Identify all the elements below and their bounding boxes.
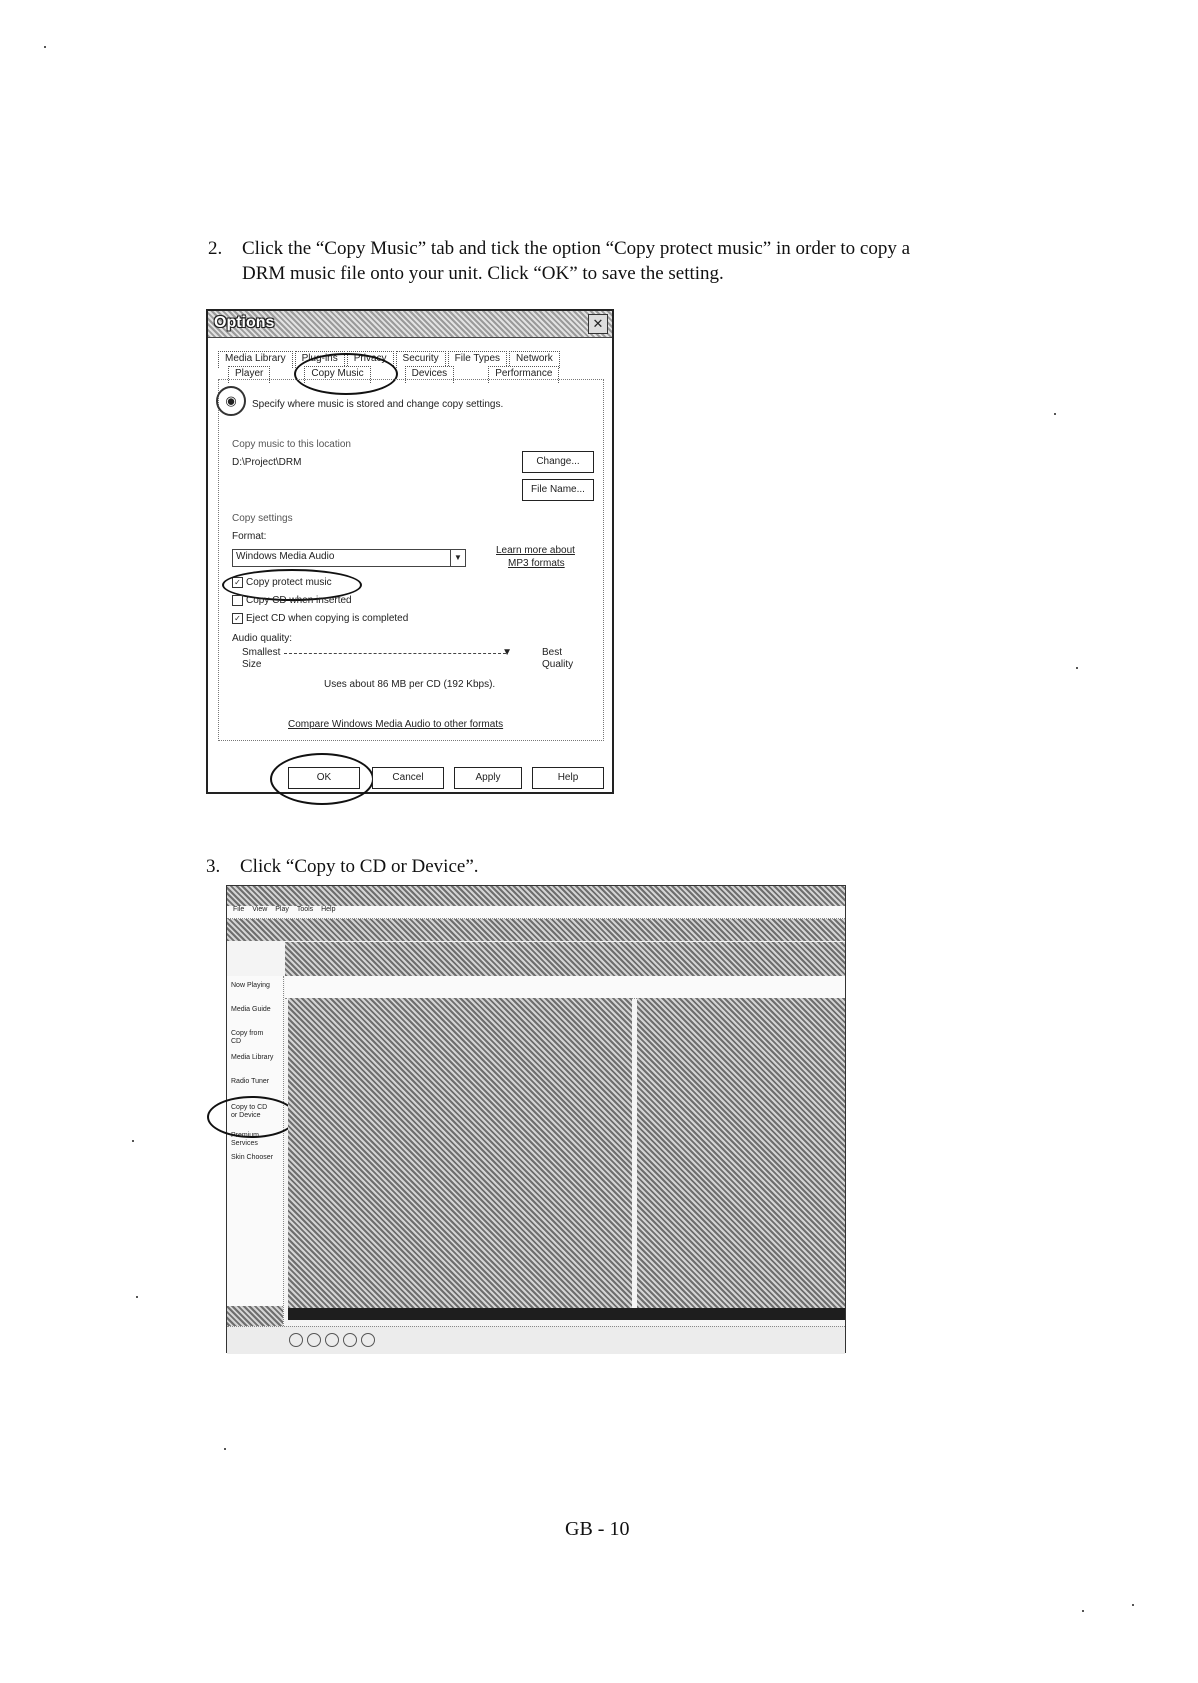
- tab-player[interactable]: Player: [228, 366, 270, 383]
- step-text-line: Click “Copy to CD or Device”.: [240, 856, 479, 877]
- learn-more-link[interactable]: Learn more about: [496, 545, 575, 556]
- chevron-down-icon: ▼: [450, 550, 465, 566]
- dialog-title-bar: [208, 311, 612, 338]
- scan-speck: [136, 1296, 138, 1298]
- highlight-circle-ok: [270, 753, 374, 805]
- format-select[interactable]: [232, 549, 466, 567]
- copy-location-path: D:\Project\DRM: [232, 457, 302, 468]
- close-icon[interactable]: ✕: [588, 314, 608, 334]
- dialog-title: Options: [214, 314, 275, 331]
- copy-settings-label: Copy settings: [232, 513, 293, 524]
- player-sidebar: [227, 976, 284, 1336]
- sidebar-item-premium-services[interactable]: Premium Services: [231, 1132, 260, 1147]
- file-name-button[interactable]: File Name...: [522, 479, 594, 501]
- checkbox-label: Copy CD when inserted: [246, 595, 352, 607]
- sidebar-item-now-playing[interactable]: Now Playing: [231, 982, 270, 989]
- media-player-window: [226, 885, 846, 1353]
- sidebar-item-media-guide[interactable]: Media Guide: [231, 1006, 271, 1013]
- tab-network[interactable]: Network: [509, 351, 560, 368]
- menu-view[interactable]: View: [252, 906, 268, 913]
- slider-thumb-icon[interactable]: ▼: [502, 647, 512, 658]
- compare-formats-link[interactable]: Compare Windows Media Audio to other formats: [288, 719, 504, 730]
- sidebar-item-copy-to-cd-or-device[interactable]: Copy to CD or Device: [231, 1104, 268, 1119]
- best-label: Best: [542, 647, 563, 658]
- tab-performance[interactable]: Performance: [488, 366, 559, 383]
- sidebar-item-skin-chooser[interactable]: Skin Chooser: [231, 1154, 274, 1161]
- format-select-value: Windows Media Audio: [236, 551, 335, 562]
- panel-description: Specify where music is stored and change copy settings.: [252, 399, 504, 410]
- copy-cd-when-inserted-checkbox[interactable]: [232, 595, 352, 606]
- step-number: 2.: [208, 238, 223, 259]
- checkbox-unchecked-icon: [232, 595, 243, 606]
- playlist-pane: [288, 998, 632, 1308]
- sidebar-item-copy-from-cd[interactable]: Copy from CD: [231, 1030, 264, 1045]
- ok-button[interactable]: OK: [288, 767, 360, 789]
- highlight-circle-copy-to-device: [207, 1096, 297, 1138]
- menu-help[interactable]: Help: [321, 906, 336, 913]
- audio-quality-slider[interactable]: [284, 647, 512, 658]
- scan-speck: [44, 46, 46, 48]
- player-menu-bar: [227, 906, 845, 919]
- checkbox-label: Eject CD when copying is completed: [246, 613, 409, 625]
- player-title-bar: [227, 886, 845, 906]
- tab-plug-ins[interactable]: Plug-ins: [295, 351, 345, 368]
- previous-icon[interactable]: [325, 1333, 339, 1347]
- scan-speck: [1054, 413, 1056, 415]
- menu-play[interactable]: Play: [275, 906, 289, 913]
- checkbox-label: Copy protect music: [246, 577, 332, 589]
- tab-copy-music[interactable]: Copy Music: [304, 366, 370, 383]
- list-header: [285, 976, 845, 999]
- play-icon[interactable]: [289, 1333, 303, 1347]
- quality-label: Quality: [542, 659, 574, 670]
- copy-location-label: Copy music to this location: [232, 439, 351, 450]
- step-2: [208, 236, 1108, 288]
- menu-tools[interactable]: Tools: [296, 906, 314, 913]
- format-label: Format:: [232, 531, 267, 542]
- apply-button[interactable]: Apply: [454, 767, 522, 789]
- scan-speck: [1082, 1610, 1084, 1612]
- device-pane: [637, 998, 845, 1308]
- step-3: [206, 854, 906, 880]
- stop-icon[interactable]: [307, 1333, 321, 1347]
- playback-controls: [227, 1326, 845, 1354]
- step-number: 3.: [206, 856, 221, 877]
- eject-cd-checkbox[interactable]: [232, 613, 408, 624]
- smallest-label: Smallest: [242, 647, 281, 658]
- mute-icon[interactable]: [361, 1333, 375, 1347]
- mp3-formats-link[interactable]: MP3 formats: [508, 558, 565, 569]
- tab-file-types[interactable]: File Types: [448, 351, 507, 368]
- usage-text: Uses about 86 MB per CD (192 Kbps).: [324, 679, 496, 690]
- scan-speck: [1076, 667, 1078, 669]
- audio-quality-label: Audio quality:: [232, 633, 293, 644]
- scan-speck: [132, 1140, 134, 1142]
- page-number: GB - 10: [565, 1518, 630, 1540]
- tab-security[interactable]: Security: [396, 351, 446, 368]
- options-dialog: [206, 309, 614, 794]
- player-banner: [285, 942, 845, 976]
- tab-media-library[interactable]: Media Library: [218, 351, 293, 368]
- sidebar-item-media-library[interactable]: Media Library: [231, 1054, 274, 1061]
- checkbox-checked-icon: ✓: [232, 577, 243, 588]
- sidebar-item-radio-tuner[interactable]: Radio Tuner: [231, 1078, 270, 1085]
- tab-privacy[interactable]: Privacy: [347, 351, 394, 368]
- help-button[interactable]: Help: [532, 767, 604, 789]
- scan-speck: [224, 1448, 226, 1450]
- scan-speck: [1132, 1604, 1134, 1606]
- checkbox-checked-icon: ✓: [232, 613, 243, 624]
- player-toolbar: [227, 919, 845, 941]
- step-text-line: Click the “Copy Music” tab and tick the option “Copy protect music” in order to copy a: [242, 238, 911, 259]
- cd-copy-icon: ◉: [216, 386, 246, 416]
- status-bar: [288, 1308, 845, 1320]
- step-text-line: DRM music file onto your unit. Click “OK” to save the setting.: [242, 263, 724, 284]
- change-button[interactable]: Change...: [522, 451, 594, 473]
- menu-file[interactable]: File: [233, 906, 245, 913]
- next-icon[interactable]: [343, 1333, 357, 1347]
- cancel-button[interactable]: Cancel: [372, 767, 444, 789]
- tab-devices[interactable]: Devices: [405, 366, 455, 383]
- size-label: Size: [242, 659, 262, 670]
